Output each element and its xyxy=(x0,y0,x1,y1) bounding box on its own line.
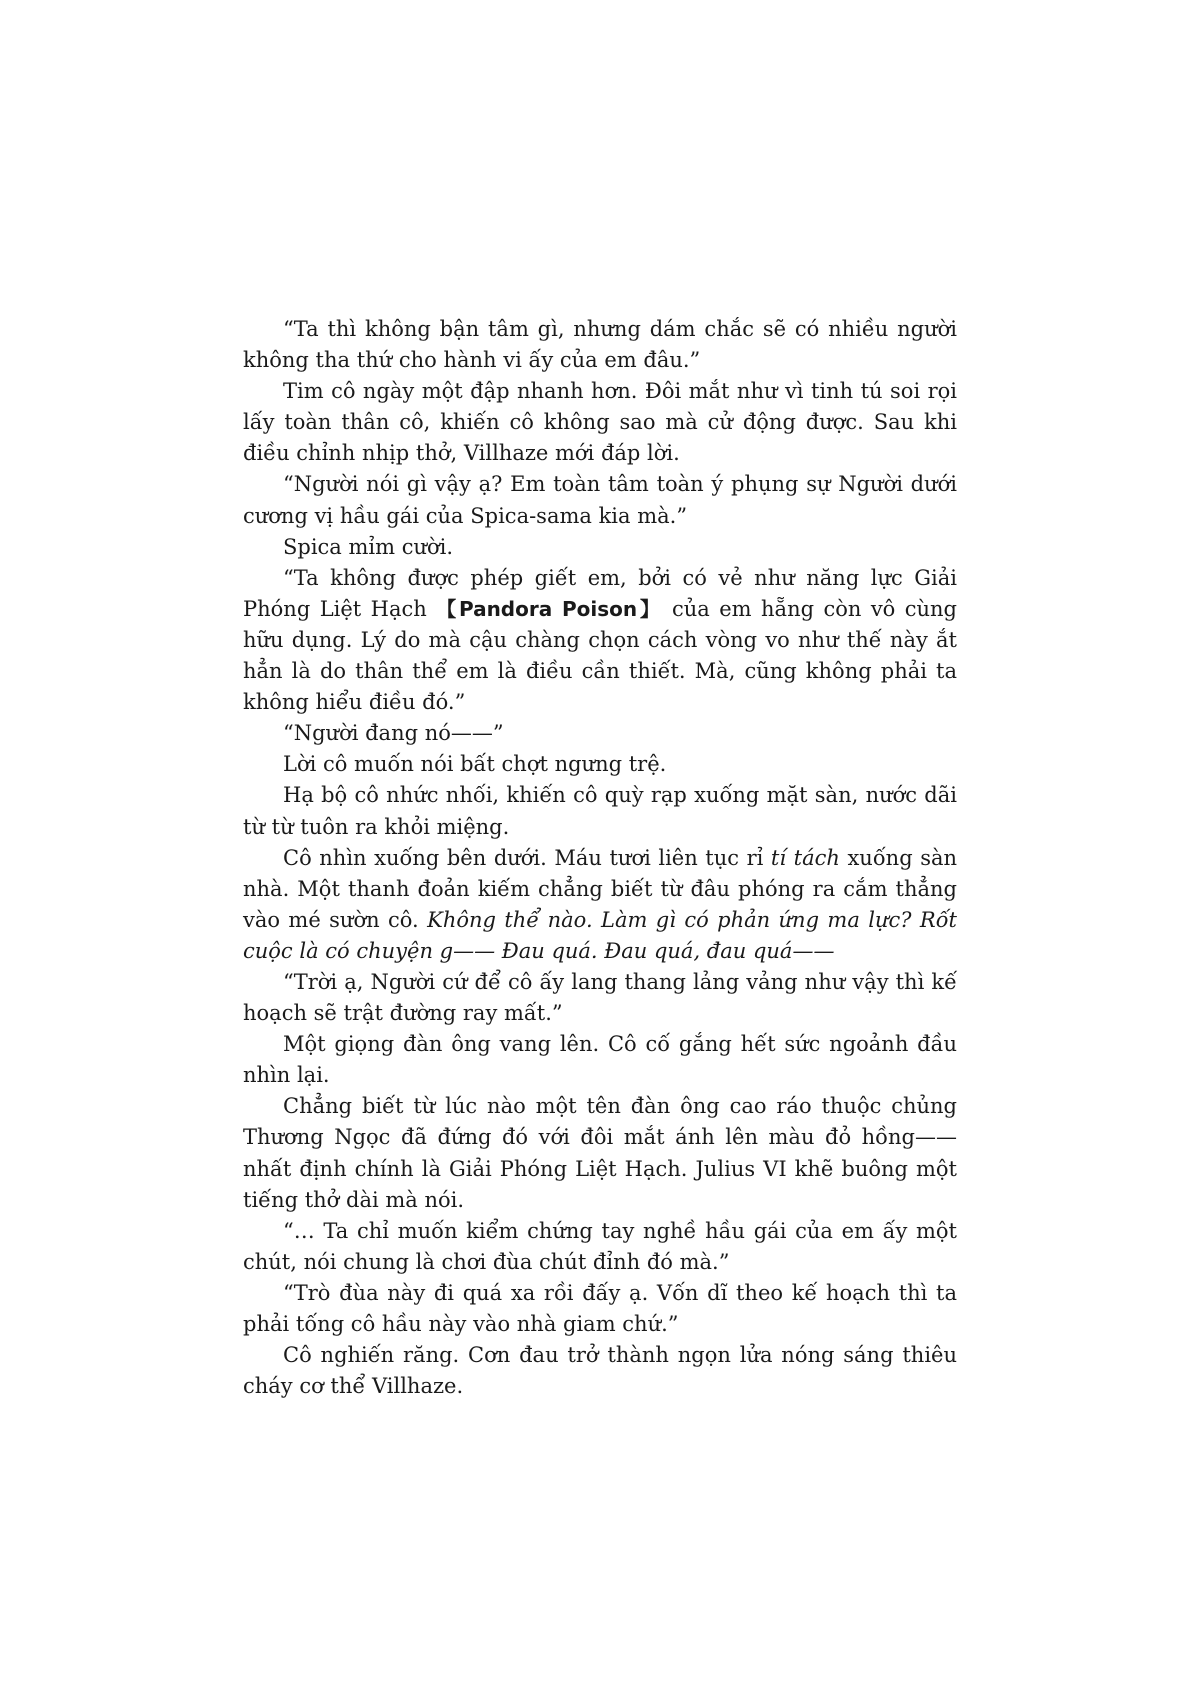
paragraph-text: Cô nhìn xuống bên dưới. Máu tươi liên tục rỉ xyxy=(283,845,771,870)
paragraph-text: của em hẵng còn vô cùng hữu dụng. Lý do mà cậu chàng chọn cách vòng vo như thế này ắt hẳn là do thân thể em là điều cần thiết. Mà, cũng không phải ta không hiểu điều đó.” xyxy=(243,596,958,715)
paragraph: Chẳng biết từ lúc nào một tên đàn ông cao ráo thuộc chủng Thương Ngọc đã đứng đó với đôi mắt ánh lên màu đỏ hồng—— nhất định chính là Giải Phóng Liệt Hạch. Julius VI khẽ buông một tiếng thở dài mà nói. xyxy=(243,1094,957,1212)
paragraph xyxy=(243,843,957,967)
paragraph: Cô nghiến răng. Cơn đau trở thành ngọn lửa nóng sáng thiêu cháy cơ thể Villhaze. xyxy=(243,1343,957,1399)
paragraph: Lời cô muốn nói bất chợt ngưng trệ. xyxy=(283,752,667,777)
paragraph: “… Ta chỉ muốn kiểm chứng tay nghề hầu gái của em ấy một chút, nói chung là chơi đùa chút đỉnh đó mà.” xyxy=(243,1218,957,1274)
paragraph xyxy=(243,563,957,718)
paragraph: “Trò đùa này đi quá xa rồi đấy ạ. Vốn dĩ theo kế hoạch thì ta phải tống cô hầu này vào nhà giam chứ.” xyxy=(243,1280,957,1336)
paragraph: Hạ bộ cô nhức nhối, khiến cô quỳ rạp xuống mặt sàn, nước dãi từ từ tuôn ra khỏi miệng. xyxy=(243,783,957,839)
paragraph: “Người nói gì vậy ạ? Em toàn tâm toàn ý phụng sự Người dưới cương vị hầu gái của Spica-sama kia mà.” xyxy=(243,472,957,528)
ability-name: 【Pandora Poison】 xyxy=(436,596,663,621)
inner-thought: Không thể nào. Làm gì có phản ứng ma lực? Rốt cuộc là có chuyện g—— Đau quá. Đau quá, đau quá—— xyxy=(243,907,957,963)
paragraph: “Trời ạ, Người cứ để cô ấy lang thang lảng vảng như vậy thì kế hoạch sẽ trật đường ray mất.” xyxy=(243,969,957,1026)
paragraph: Tim cô ngày một đập nhanh hơn. Đôi mắt như vì tinh tú soi rọi lấy toàn thân cô, khiến cô không sao mà cử động được. Sau khi điều chỉnh nhịp thở, Villhaze mới đáp lời. xyxy=(243,379,957,466)
onomatopoeia: tí tách xyxy=(770,845,840,870)
paragraph: “Người đang nó——” xyxy=(283,721,504,746)
paragraph: Spica mỉm cười. xyxy=(283,534,454,559)
paragraph-text: xuống sàn nhà. Một thanh đoản kiếm chẳng biết từ đâu phóng ra cắm thẳng vào mé sườn cô. xyxy=(243,845,958,932)
body-text xyxy=(243,314,957,1402)
paragraph-text: “Ta không được phép giết em, bởi có vẻ như năng lực Giải Phóng Liệt Hạch xyxy=(243,565,957,621)
paragraph: Một giọng đàn ông vang lên. Cô cố gắng hết sức ngoảnh đầu nhìn lại. xyxy=(243,1032,957,1088)
paragraph: “Ta thì không bận tâm gì, nhưng dám chắc sẽ có nhiều người không tha thứ cho hành vi ấy của em đâu.” xyxy=(243,317,957,373)
